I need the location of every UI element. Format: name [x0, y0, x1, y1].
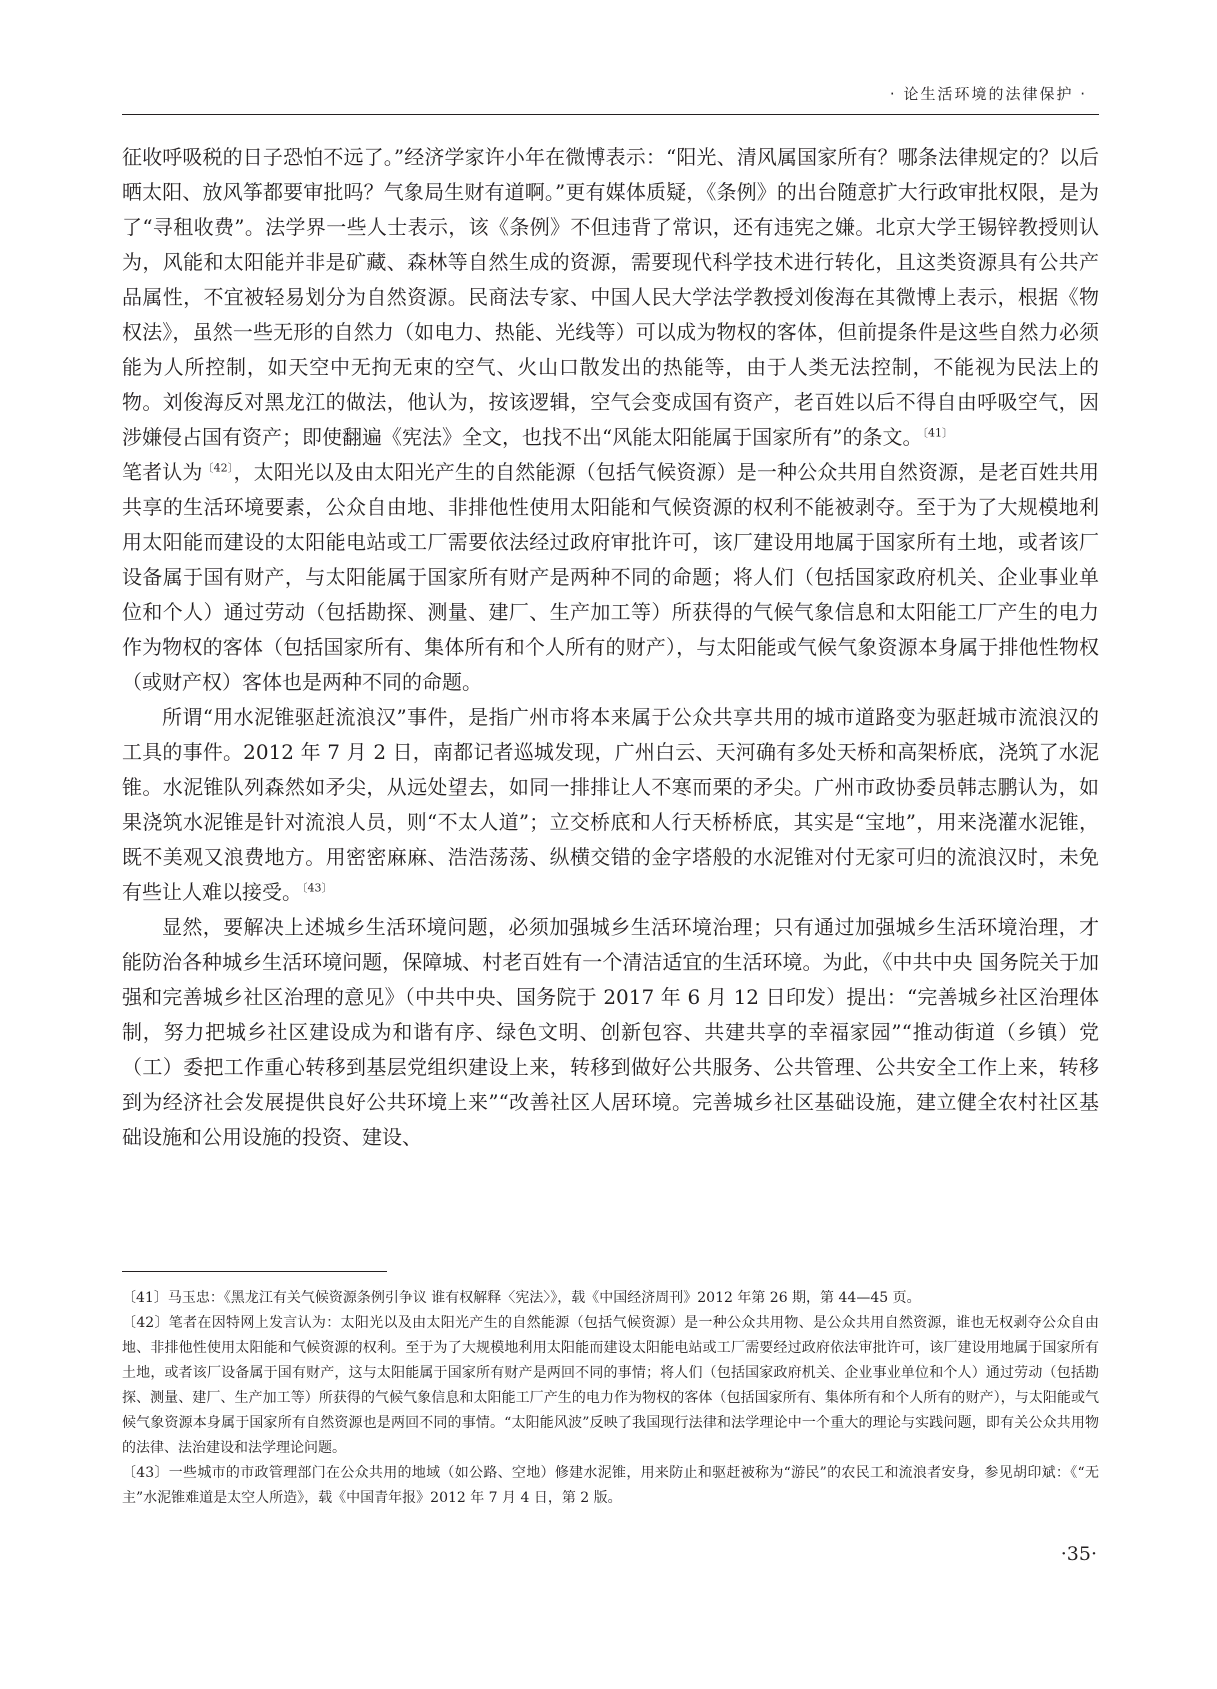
- footnote-ref-41[interactable]: 〔41〕: [922, 426, 953, 440]
- footnote-41: 〔41〕马玉忠：《黑龙江有关气候资源条例引争议 谁有权解释〈宪法〉》，载《中国经济周刊》2012 年第 26 期，第 44—45 页。: [122, 1290, 921, 1306]
- footnote-ref-42[interactable]: 〔42〕: [202, 461, 234, 475]
- paragraph-2-lead: 笔者认为: [122, 460, 203, 484]
- body-text: [122, 140, 1099, 1155]
- footnote-42: 〔42〕笔者在因特网上发言认为：太阳光以及由太阳光产生的自然能源（包括气候资源）是一种公众共用物、是公众共用自然资源，谁也无权剥夺公众自由地、非排他性使用太阳能和气候资源的权利。至于为了大规模地利用太阳能而建设太阳能电站或工厂需要经过政府依法审批许可，该厂建设用地属于国家所有土地，或者该厂设备属于国有财产，这与太阳能属于国家所有财产是两回不同的事情；将人们（包括国家政府机关、企业事业单位和个人）通过劳动（包括勘探、测量、建厂、生产加工等）所获得的气候气象信息和太阳能工厂产生的电力作为物权的客体（包括国家所有、集体所有和个人所有的财产），与太阳能或气候气象资源本身属于国家所有自然资源也是两回不同的事情。“太阳能风波”反映了我国现行法律和法学理论中一个重大的理论与实践问题，即有关公众共用物的法律、法治建设和法学理论问题。: [122, 1315, 1099, 1456]
- paragraph-3-text: 所谓“用水泥锥驱赶流浪汉”事件，是指广州市将本来属于公众共享共用的城市道路变为驱赶城市流浪汉的工具的事件。2012 年 7 月 2 日，南都记者巡城发现，广州白云、天河确有多处天桥和高架桥底，浇筑了水泥锥。水泥锥队列森然如矛尖，从远处望去，如同一排排让人不寒而栗的矛尖。广州市政协委员韩志鹏认为，如果浇筑水泥锥是针对流浪人员，则“不太人道”；立交桥底和人行天桥桥底，其实是“宝地”，用来浇灌水泥锥，既不美观又浪费地方。用密密麻麻、浩浩荡荡、纵横交错的金字塔般的水泥锥对付无家可归的流浪汉时，未免有些让人难以接受。: [122, 705, 1099, 904]
- footnote-43: 〔43〕一些城市的市政管理部门在公众共用的地域（如公路、空地）修建水泥锥，用来防止和驱赶被称为“游民”的农民工和流浪者安身，参见胡印斌：《“无主”水泥锥难道是太空人所造》，载《中国青年报》2012 年 7 月 4 日，第 2 版。: [122, 1465, 1099, 1506]
- paragraph-3: [122, 700, 1099, 910]
- running-header: · 论生活环境的法律保护 ·: [889, 85, 1087, 103]
- paragraph-2: [122, 455, 1099, 700]
- paragraph-1: [122, 140, 1099, 455]
- header-divider: [122, 114, 1099, 115]
- paragraph-2-text: ，太阳光以及由太阳光产生的自然能源（包括气候资源）是一种公众共用自然资源，是老百姓共用共享的生活环境要素，公众自由地、非排他性使用太阳能和气候资源的权利不能被剥夺。至于为了大规模地利用太阳能而建设的太阳能电站或工厂需要依法经过政府审批许可，该厂建设用地属于国家所有土地，或者该厂设备属于国有财产，与太阳能属于国家所有财产是两种不同的命题；将人们（包括国家政府机关、企业事业单位和个人）通过劳动（包括勘探、测量、建厂、生产加工等）所获得的气候气象信息和太阳能工厂产生的电力作为物权的客体（包括国家所有、集体所有和个人所有的财产），与太阳能或气候气象资源本身属于排他性物权（或财产权）客体也是两种不同的命题。: [122, 460, 1100, 694]
- footnote-ref-43[interactable]: 〔43〕: [302, 881, 333, 895]
- paragraph-4: 显然，要解决上述城乡生活环境问题，必须加强城乡生活环境治理；只有通过加强城乡生活环境治理，才能防治各种城乡生活环境问题，保障城、村老百姓有一个清洁适宜的生活环境。为此，《中共中央 国务院关于加强和完善城乡社区治理的意见》（中共中央、国务院于 2017 年 6 月 12 日印发）提出：“完善城乡社区治理体制，努力把城乡社区建设成为和谐有序、绿色文明、创新包容、共建共享的幸福家园”“推动街道（乡镇）党（工）委把工作重心转移到基层党组织建设上来，转移到做好公共服务、公共管理、公共安全工作上来，转移到为经济社会发展提供良好公共环境上来”“改善社区人居环境。完善城乡社区基础设施，建立健全农村社区基础设施和公用设施的投资、建设、: [122, 915, 1099, 1149]
- page-number: ·35·: [1060, 1543, 1097, 1565]
- footnotes: [122, 1286, 1099, 1511]
- footnote-divider: [122, 1271, 387, 1272]
- paragraph-1-text: 征收呼吸税的日子恐怕不远了。”经济学家许小年在微博表示：“阳光、清风属国家所有？哪条法律规定的？以后晒太阳、放风筝都要审批吗？气象局生财有道啊。”更有媒体质疑，《条例》的出台随意扩大行政审批权限，是为了“寻租收费”。法学界一些人士表示，该《条例》不但违背了常识，还有违宪之嫌。北京大学王锡锌教授则认为，风能和太阳能并非是矿藏、森林等自然生成的资源，需要现代科学技术进行转化，且这类资源具有公共产品属性，不宜被轻易划分为自然资源。民商法专家、中国人民大学法学教授刘俊海在其微博上表示，根据《物权法》，虽然一些无形的自然力（如电力、热能、光线等）可以成为物权的客体，但前提条件是这些自然力必须能为人所控制，如天空中无拘无束的空气、火山口散发出的热能等，由于人类无法控制，不能视为民法上的物。刘俊海反对黑龙江的做法，他认为，按该逻辑，空气会变成国有资产，老百姓以后不得自由呼吸空气，因涉嫌侵占国有资产；即使翻遍《宪法》全文，也找不出“风能太阳能属于国家所有”的条文。: [122, 145, 1099, 449]
